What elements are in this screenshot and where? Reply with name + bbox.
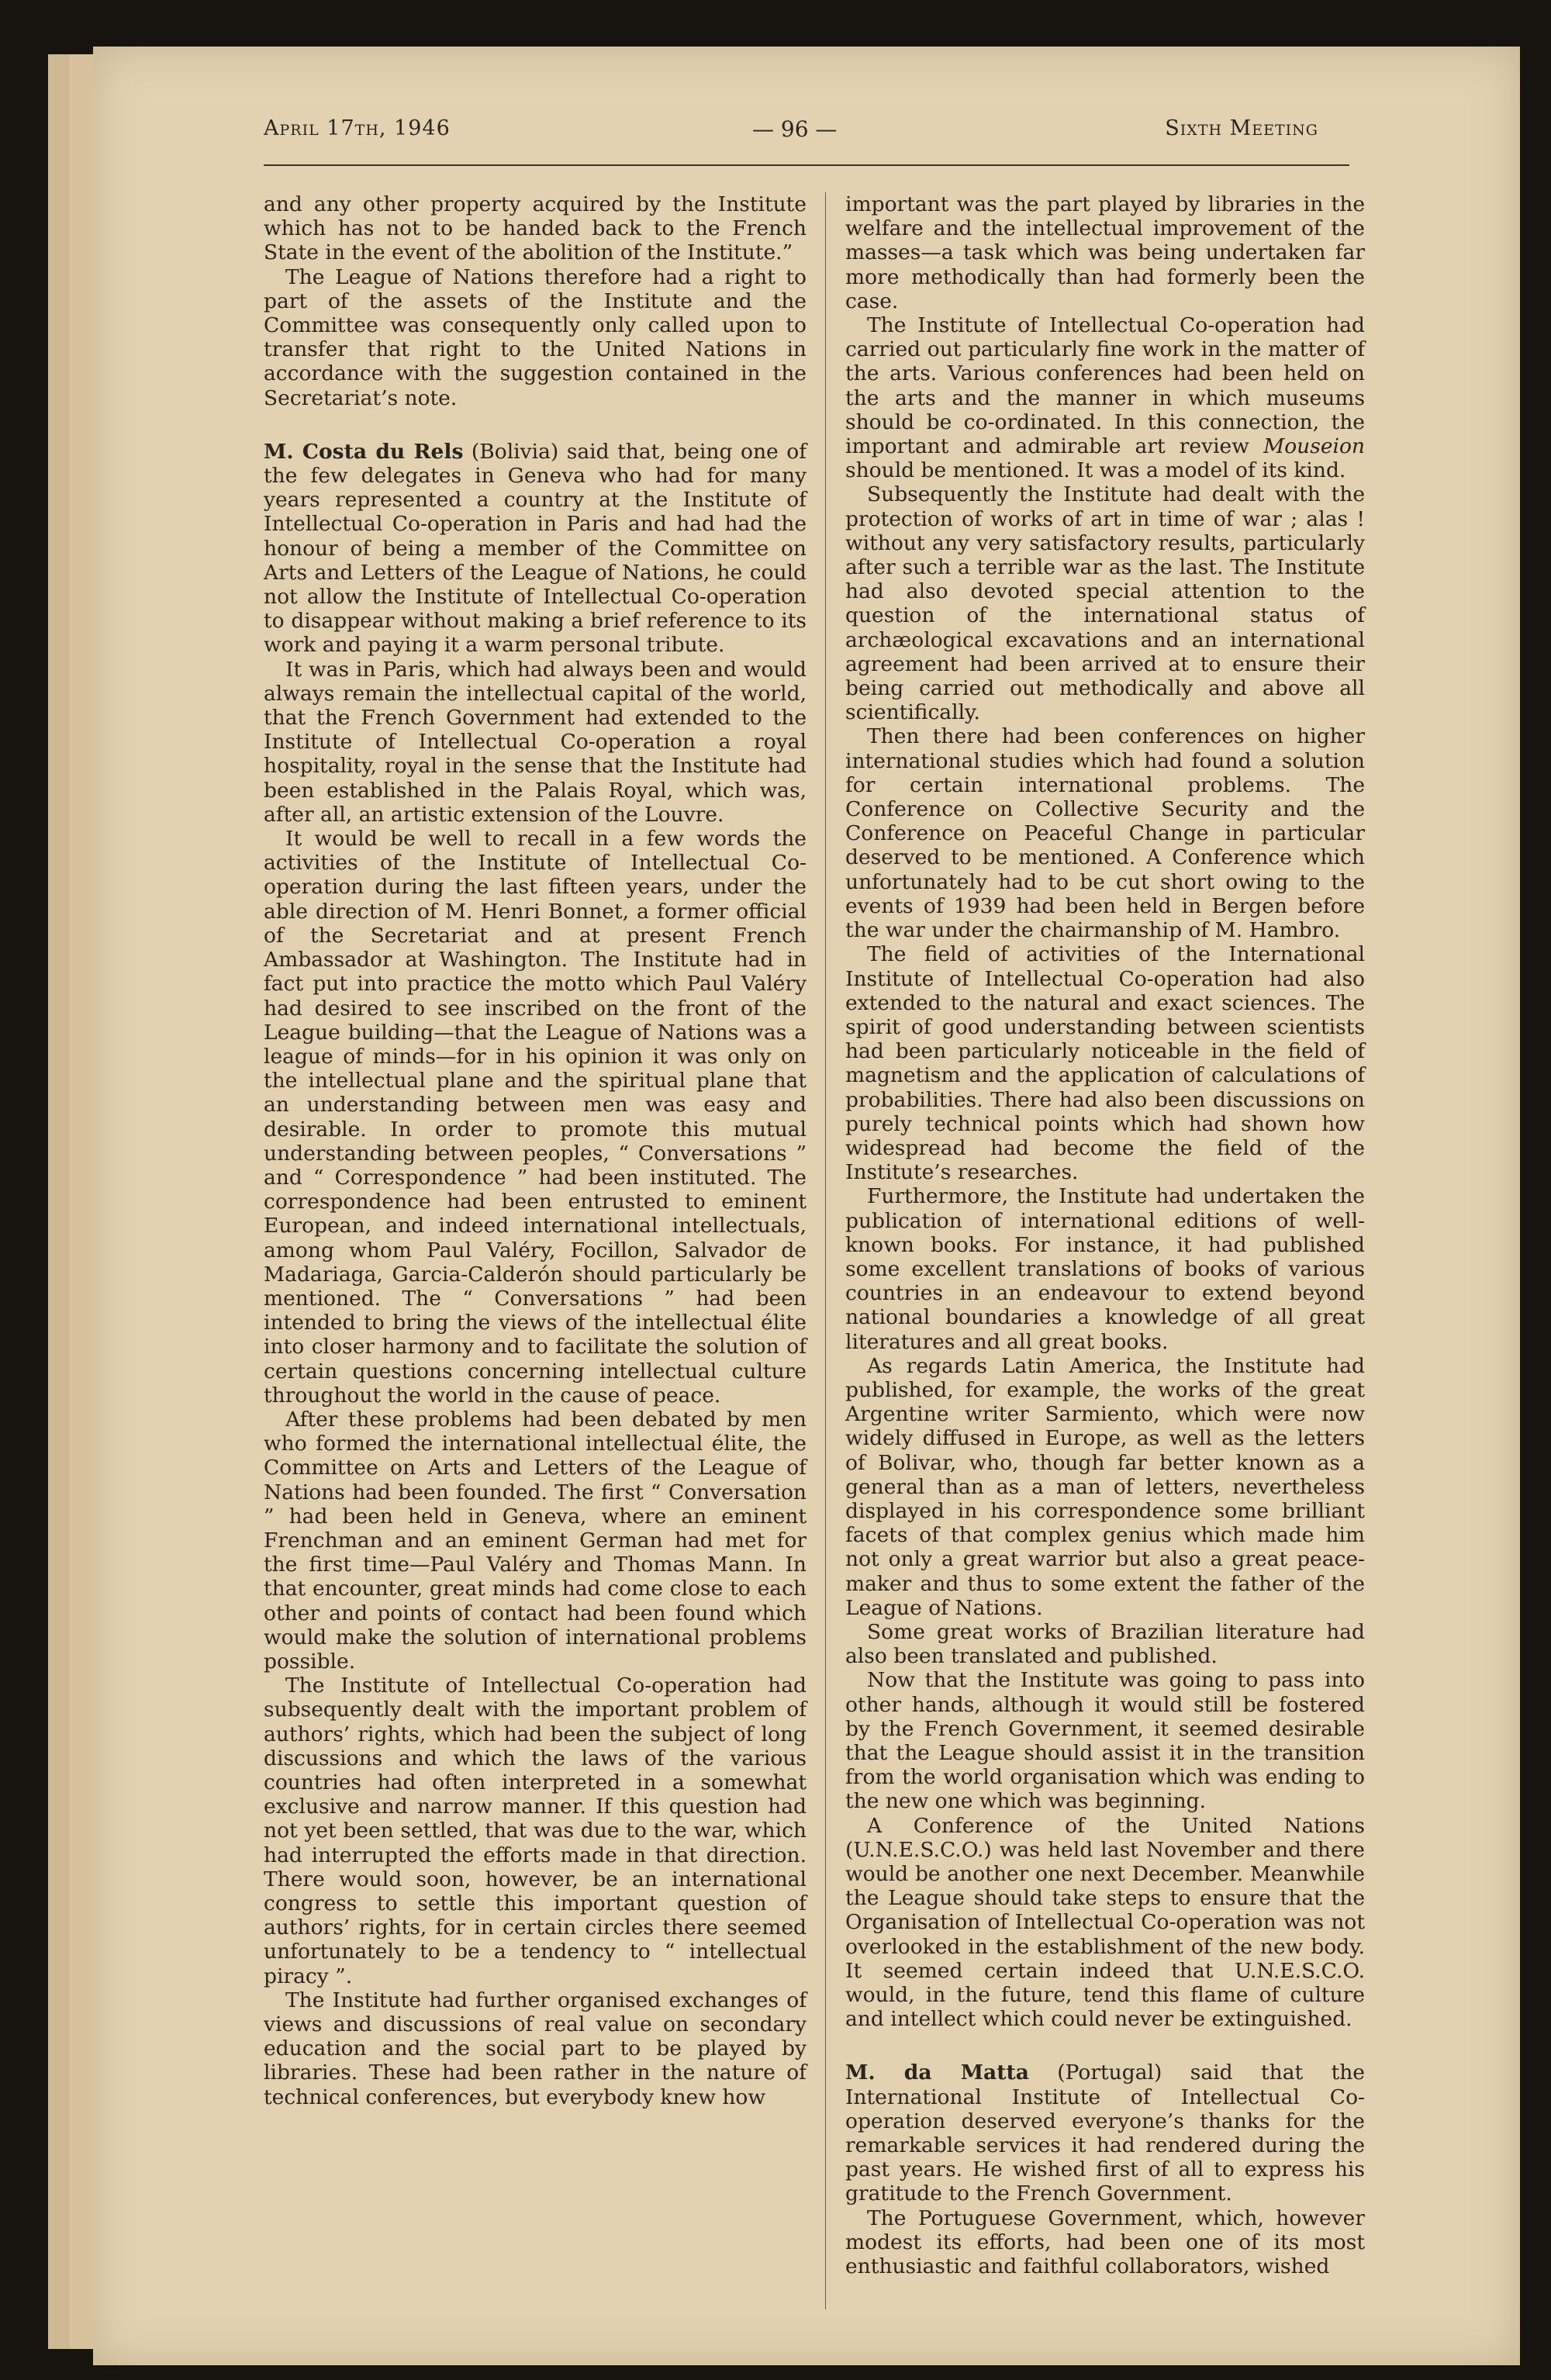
page-header [264,116,1349,147]
paragraph: important was the part played by libraries in the welfare and the intellectual improvement of the masses—a task which was being undertaken far more methodically than had formerly been the case. [845,192,1365,313]
paragraph: A Conference of the United Nations (U.N.E.S.C.O.) was held last November and there would be another one next December. Meanwhile the League should take steps to ensure that the Organisation of Intellectual Co-operation was not overlooked in the establishment of the new body. It seemed certain indeed that U.N.E.S.C.O. would, in the future, tend this flame of culture and intellect which could never be extinguished. [845,1813,1365,2032]
paragraph: After these problems had been debated by men who formed the international intellectual élite, the Committee on Arts and Letters of the League of Nations had been founded. The first “ Conversation ” had been held in Geneva, where an eminent Frenchman and an eminent German had met for the first time—Paul Valéry and Thomas Mann. In that encounter, great minds had come close to each other and points of contact had been found which would make the solution of international problems possible. [264,1407,807,1674]
paragraph: The League of Nations therefore had a right to part of the assets of the Institute and the Committee was consequently only called upon to transfer that right to the United Nations in accordance with the suggestion contained in the Secretariat’s note. [264,264,807,410]
paragraph: The Portuguese Government, which, however modest its efforts, had been one of its most enthusiastic and faithful collaborators, wished [845,2206,1365,2279]
header-meeting: Sixth Meeting [1165,116,1318,140]
paragraph: Then there had been conferences on higher international studies which had found a solution for certain international problems. The Conference on Collective Security and the Conference on Peaceful Change in particular deserved to be mentioned. A Conference which unfortunately had to be cut short owing to the events of 1939 had been held in Bergen before the war under the chairmanship of M. Hambro. [845,724,1365,943]
paragraph: The Institute had further organised exchanges of views and discussions of real value on secondary education and the social part to be played by libraries. These had been rather in the nature of technical conferences, but everybody knew how [264,1988,807,2109]
speaker-name: M. Costa du Rels [264,439,464,464]
paragraph: It was in Paris, which had always been and would always remain the intellectual capital of the world, that the French Government had extended to the Institute of Intellectual Co-operation a royal hospitality, royal in the sense that the Institute had been established in the Palais Royal, which was, after all, an artistic extension of the Louvre. [264,657,807,827]
paragraph: Subsequently the Institute had dealt with the protection of works of art in time of war ; alas ! without any very satisfactory results, particularly after such a terrible war as the last. The Institute had also devoted special attention to the question of the international status of archæological excavations and an international agreement had been arrived at to ensure their being carried out methodically and above all scientifically. [845,482,1365,725]
column-divider [825,192,826,2309]
paragraph-text: (Bolivia) said that, being one of the few delegates in Geneva who had for many years represented a country at the Institute of Intellectual Co-operation in Paris and had had the honour of being a member of the Committee on Arts and Letters of the League of Nations, he could not allow the Institute of Intellectual Co-operation to disappear without making a brief reference to its work and paying it a warm personal tribute. [264,439,807,658]
speaker-paragraph [845,2060,1365,2206]
left-column [264,192,807,2109]
speaker-paragraph [264,440,807,658]
paragraph: Some great works of Brazilian literature had also been translated and published. [845,1619,1365,1669]
paragraph [845,313,1365,482]
speaker-name: M. da Matta [845,2060,1029,2085]
paragraph: and any other property acquired by the Institute which has not to be handed back to the French State in the event of the abolition of the Institute.” [264,192,807,265]
paragraph-text: (Portugal) said that the International Institute of Intellectual Co-operation deserved everyone’s thanks for the remarkable services it had rendered during the past years. He wished first of all to express his gratitude to the French Government. [845,2060,1365,2206]
paragraph: Now that the Institute was going to pass into other hands, although it would still be fostered by the French Government, it seemed desirable that the League should assist it in the transition from the world organisation which was ending to the new one which was beginning. [845,1668,1365,1814]
paragraph-text: The Institute of Intellectual Co-operation had carried out particularly fine work in the matter of the arts. Various conferences had been held on the arts and the manner in which museums should be co-ordinated. In this connection, the important and admirable art review [845,313,1365,459]
review-title: Mouseion [1263,434,1365,459]
right-column [845,192,1365,2278]
paragraph: The Institute of Intellectual Co-operation had subsequently dealt with the important problem of authors’ rights, which had been the subject of long discussions and which the laws of the various countries had often interpreted in a somewhat exclusive and narrow manner. If this question had not yet been settled, that was due to the war, which had interrupted the efforts made in that direction. There would soon, however, be an international congress to settle this important question of authors’ rights, for in certain circles there seemed unfortunately to be a tendency to “ intellectual piracy ”. [264,1674,807,1988]
header-rule [264,164,1349,166]
paragraph: As regards Latin America, the Institute had published, for example, the works of the great Argentine writer Sarmiento, which were now widely diffused in Europe, as well as the letters of Bolivar, who, though far better known as a general than as a man of letters, nevertheless displayed in his correspondence some brilliant facets of that complex genius which made him not only a great warrior but also a great peace-maker and thus to some extent the father of the League of Nations. [845,1353,1365,1620]
page-number: — 96 — [752,116,838,142]
paragraph: It would be well to recall in a few words the activities of the Institute of Intellectual Co-operation during the last fifteen years, under the able direction of M. Henri Bonnet, a former official of the Secretariat and at present French Ambassador at Washington. The Institute had in fact put into practice the motto which Paul Valéry had desired to see inscribed on the front of the League building—that the League of Nations was a league of minds—for in his opinion it was only on the intellectual plane and the spiritual plane that an understanding between men was easy and desirable. In order to promote this mutual understanding between peoples, “ Conversations ” and “ Correspondence ” had been instituted. The correspondence had been entrusted to eminent European, and indeed international intellectuals, among whom Paul Valéry, Focillon, Salvador de Madariaga, Garcia-Calderón should particularly be mentioned. The “ Conversations ” had been intended to bring the views of the intellectual élite into closer harmony and to facilitate the solution of certain questions concerning intellectual culture throughout the world in the cause of peace. [264,827,807,1408]
paragraph: The field of activities of the International Institute of Intellectual Co-operation had also extended to the natural and exact sciences. The spirit of good understanding between scientists had been particularly noticeable in the field of magnetism and the application of calculations of probabilities. There had also been discussions on purely technical points which had shown how widespread had become the field of the Institute’s researches. [845,942,1365,1185]
paragraph: Furthermore, the Institute had undertaken the publication of international editions of well-known books. For instance, it had published some excellent translations of books of various countries in an endeavour to extend beyond national boundaries a knowledge of all great literatures and all great books. [845,1184,1365,1354]
header-date: April 17th, 1946 [264,116,451,140]
paragraph-text: should be mentioned. It was a model of its kind. [845,458,1346,483]
